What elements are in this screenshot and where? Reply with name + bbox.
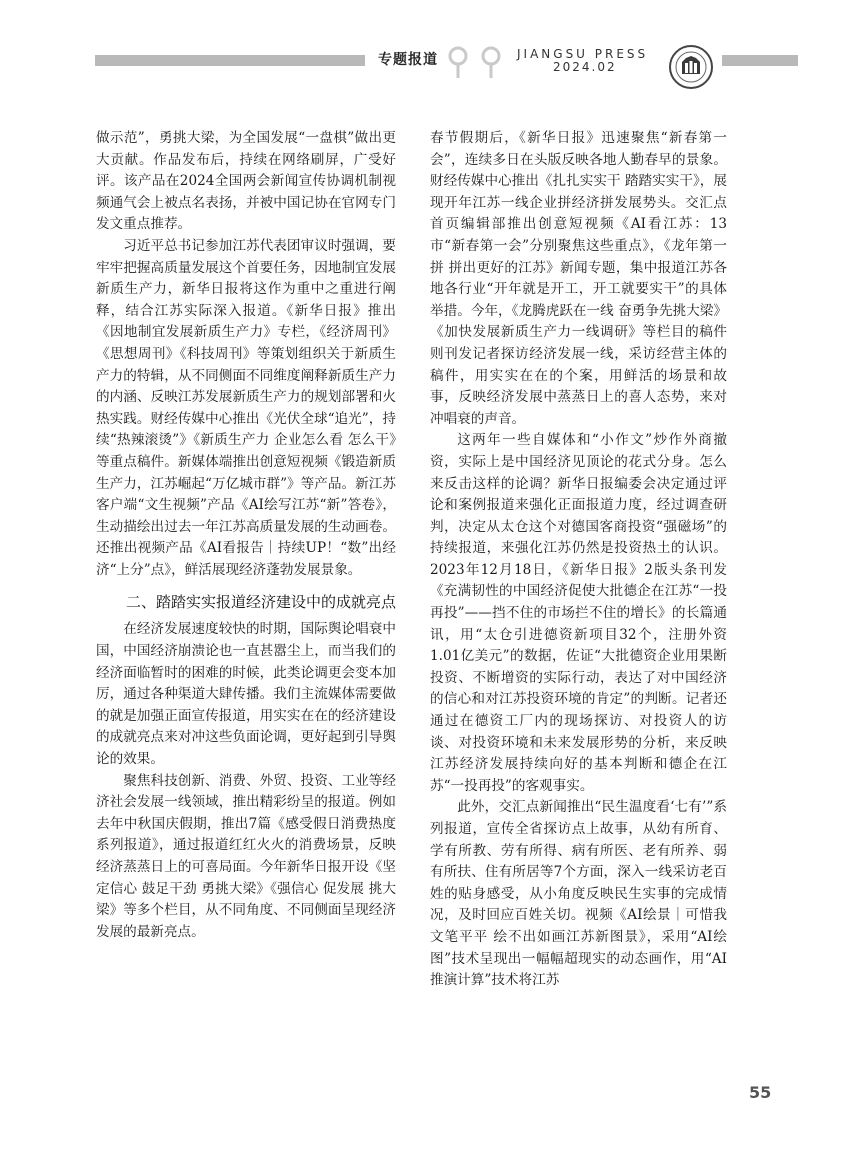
- paragraph: 此外，交汇点新闻推出“民生温度看‘七有’”系列报道，宣传全省探访点上故事，从幼有所育、学有所教、劳有所得、病有所医、老有所养、弱有所扶、住有所居等7个方面，深入一线采访老百姓的贴身感受，从小角度反映民生实事的完成情况，及时回应百姓关切。视频《AI绘景｜可惜我文笔平平 绘不出如画江苏新图景》，采用“AI绘图”技术呈现出一幅幅超现实的动态画作，用“AI推演计算”技术将江苏: [430, 799, 727, 989]
- header-rule-right: [722, 55, 798, 66]
- page-number: 55: [749, 1083, 772, 1102]
- section-title: 专题报道: [378, 52, 438, 68]
- paragraph: 做示范”，勇挑大梁，为全国发展“一盘棋”做出更大贡献。作品发布后，持续在网络刷屏，广受好评。该产品在2024全国两会新闻宣传协调机制视频通气会上被点名表扬，并被中国记协在官网专门发文重点推荐。: [96, 130, 396, 233]
- paragraph: 习近平总书记参加江苏代表团审议时强调，要牢牢把握高质量发展这个首要任务，因地制宜发展新质生产力，新华日报将这作为重中之重进行阐释，结合江苏实际深入报道。《新华日报》推出《因地制宜发展新质生产力》专栏，《经济周刊》《思想周刊》《科技周刊》等策划组织关于新质生产力的特辑，从不同侧面不同维度阐释新质生产力的内涵、反映江苏发展新质生产力的规划部署和火热实践。财经传媒中心推出《光伏全球“追光”，持续“热辣滚烫”》《新质生产力 企业怎么看 怎么干》等重点稿件。新媒体端推出创意短视频《锻造新质生产力，江苏崛起“万亿城市群”》等产品。新江苏客户端“文生视频”产品《AI绘写江苏“新”答卷》，生动描绘出过去一年江苏高质量发展的生动画卷。还推出视频产品《AI看报告｜持续UP！“数”出经济“上分”点》，鲜活展现经济蓬勃发展景象。: [96, 237, 396, 578]
- pin-icon: [447, 46, 469, 80]
- header-rule-left: [95, 55, 365, 66]
- section-heading: 二、踏踏实实报道经济建设中的成就亮点: [126, 593, 397, 612]
- left-column: [96, 128, 396, 943]
- right-column: [430, 128, 727, 992]
- pin-icon: [480, 46, 502, 80]
- journal-logo-icon: [668, 44, 714, 90]
- paragraph: 聚焦科技创新、消费、外贸、投资、工业等经济社会发展一线领域，推出精彩纷呈的报道。例如去年中秋国庆假期，推出7篇《感受假日消费热度系列报道》，通过报道红红火火的消费场景，反映经济蒸蒸日上的可喜局面。今年新华日报开设《坚定信心 鼓足干劲 勇挑大梁》《强信心 促发展 挑大梁》等多个栏目，从不同角度、不同侧面呈现经济发展的最新亮点。: [96, 772, 396, 940]
- paragraph: 在经济发展速度较快的时期，国际舆论唱衰中国，中国经济崩溃论也一直甚嚣尘上，而当我们的经济面临暂时的困难的时候，此类论调更会变本加厉，通过各种渠道大肆传播。我们主流媒体需要做的就是加强正面宣传报道，用实实在在的经济建设的成就亮点来对冲这些负面论调，更好起到引导舆论的效果。: [96, 621, 396, 768]
- masthead: [517, 48, 648, 74]
- paragraph: 这两年一些自媒体和“小作文”炒作外商撤资，实际上是中国经济见顶论的花式分身。怎么来反击这样的论调？新华日报编委会决定通过评论和案例报道来强化正面报道力度，经过调查研判，决定从太仓这个对德国客商投资“强磁场”的持续报道，来强化江苏仍然是投资热土的认识。2023年12月18日，《新华日报》2版头条刊发《充满韧性的中国经济促使大批德企在江苏“一投再投”——挡不住的市场拦不住的增长》的长篇通讯，用“太仓引进德资新项目32个，注册外资1.01亿美元”的数据，佐证“大批德资企业用果断投资、不断增资的实际行动，表达了对中国经济的信心和对江苏投资环境的肯定”的判断。记者还通过在德资工厂内的现场探访、对投资人的访谈、对投资环境和未来发展形势的分析，来反映江苏经济发展持续向好的基本判断和德企在江苏“一投再投”的客观事实。: [430, 432, 727, 794]
- issue-date: 2024.02: [553, 60, 617, 74]
- masthead-name: JIANGSU PRESS: [517, 47, 649, 61]
- paragraph: 春节假期后，《新华日报》迅速聚焦“新春第一会”，连续多日在头版反映各地人勤春早的景象。财经传媒中心推出《扎扎实实干 踏踏实实干》，展现开年江苏一线企业拼经济拼发展势头。交汇点首页编辑部推出创意短视频《AI看江苏：13市“新春第一会”分别聚焦这些重点》，《龙年第一拼 拼出更好的江苏》新闻专题，集中报道江苏各地各行业“开年就是开工，开工就要实干”的具体举措。今年，《龙腾虎跃在一线 奋勇争先挑大梁》《加快发展新质生产力一线调研》等栏目的稿件则刊发记者探访经济发展一线，采访经营主体的稿件，用实实在在的个案，用鲜活的场景和故事，反映经济发展中蒸蒸日上的喜人态势，来对冲唱衰的声音。: [430, 130, 727, 427]
